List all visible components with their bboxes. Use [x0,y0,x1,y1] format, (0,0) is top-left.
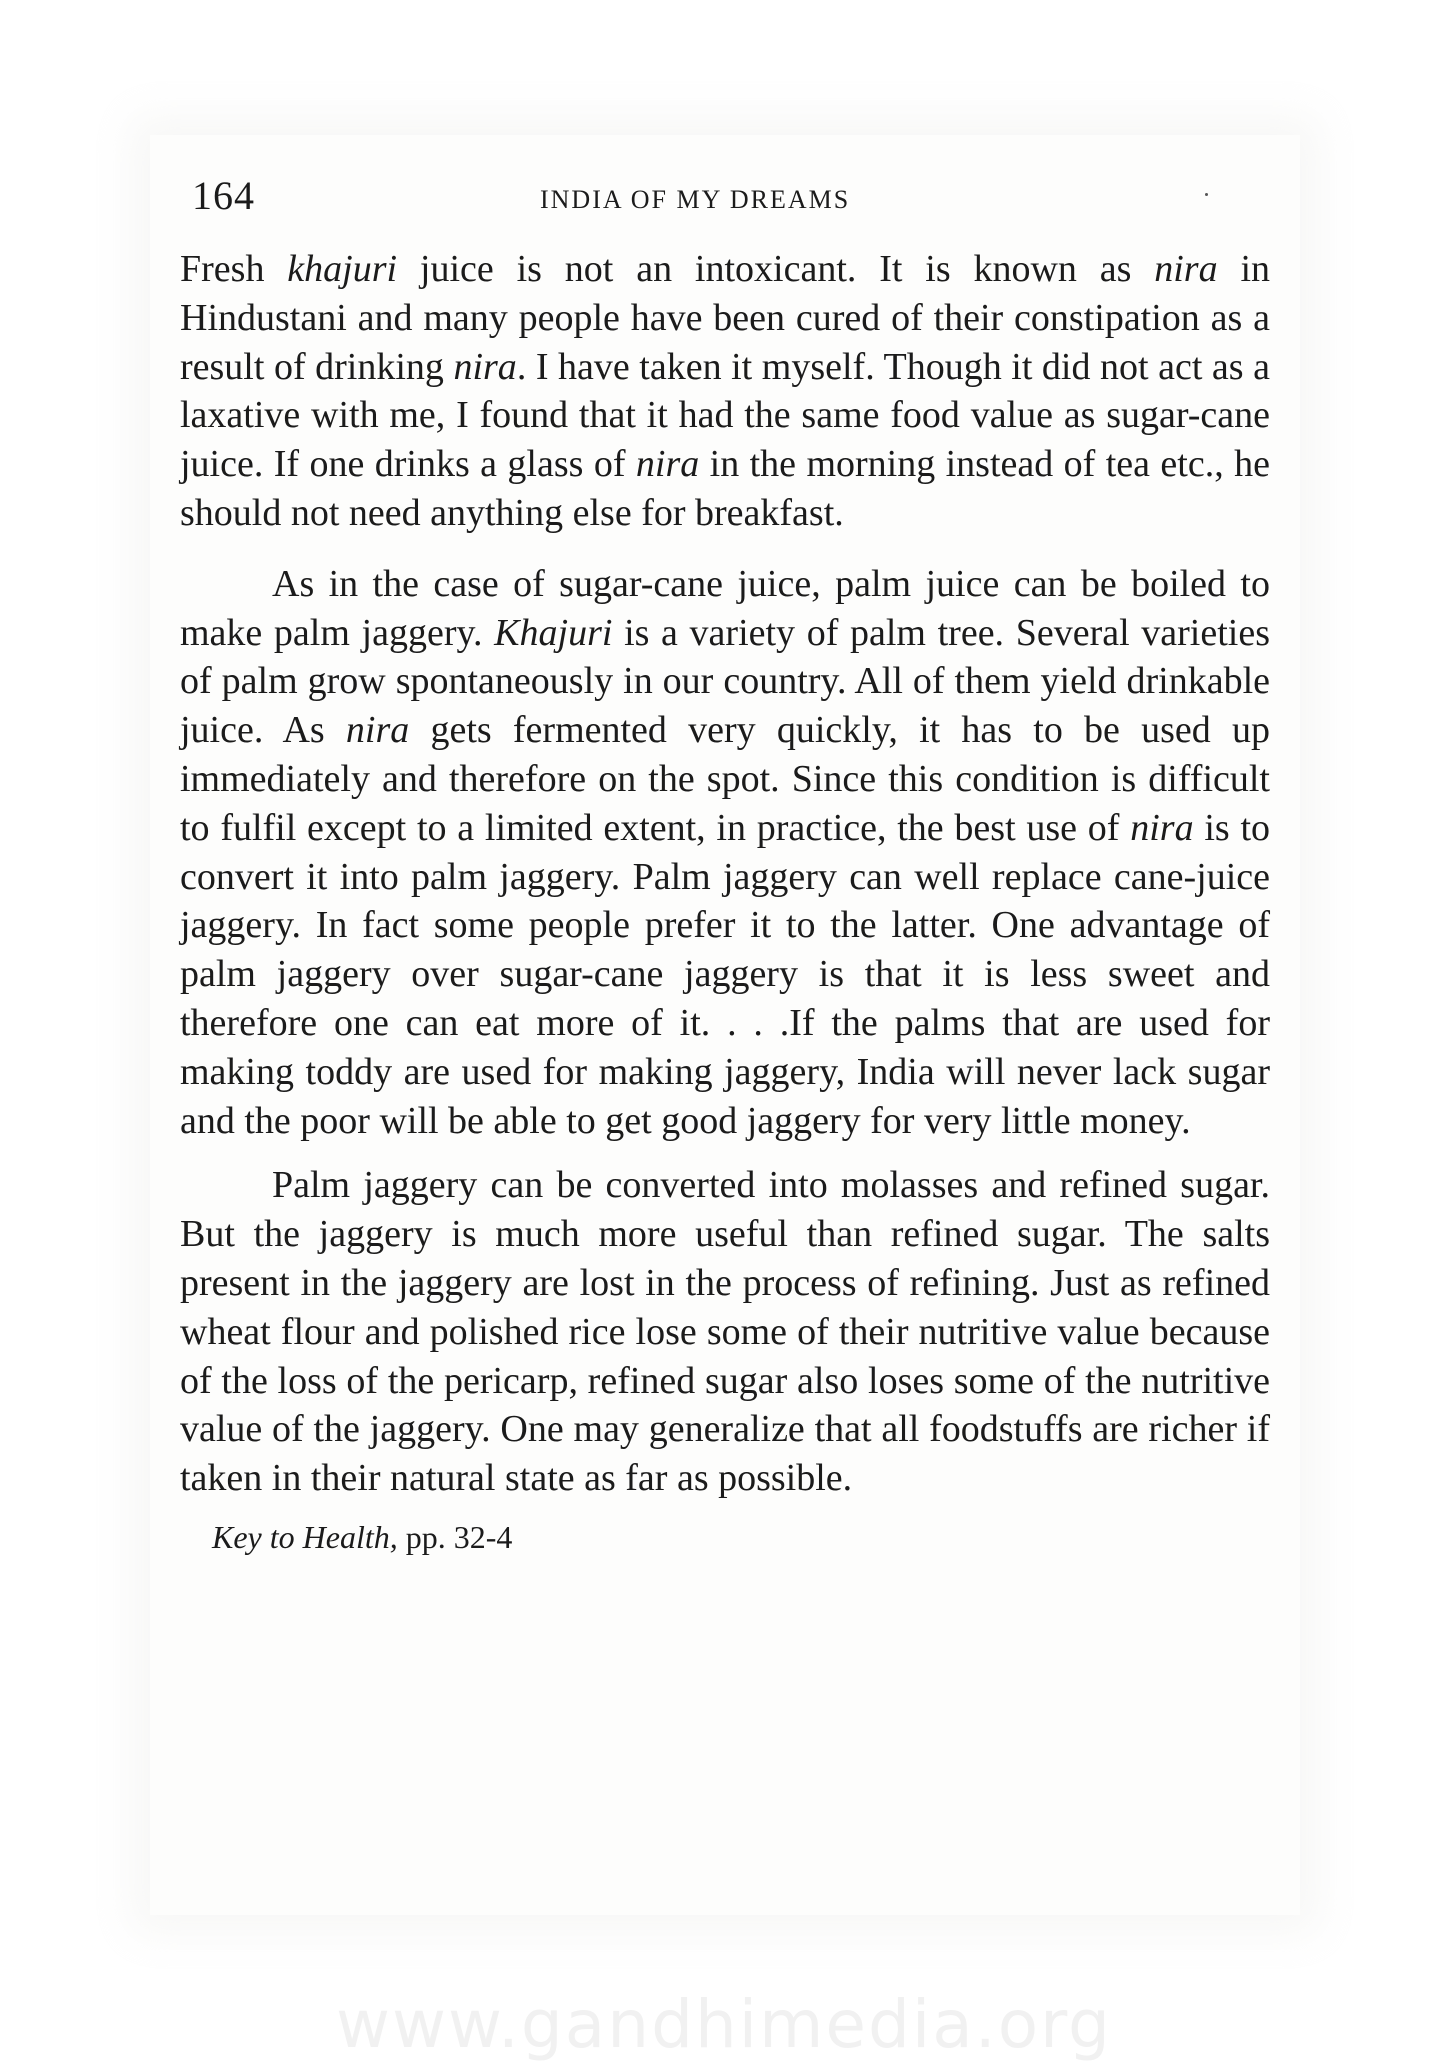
italic-term: nira [345,709,410,752]
body-text [180,245,1270,1559]
paragraph-2 [180,560,1270,1146]
citation-source: Key to Health, [212,1518,398,1555]
paragraph-1 [180,245,1270,538]
text-run: is to convert it into palm jaggery. Palm jaggery can well replace cane-juice jaggery. In fact some people prefer it to the latter. One advantage of palm jaggery over sugar-cane jaggery is that it is less sweet and therefore one can eat more of it. . . .If the palms that are used for making toddy are used for making jaggery, India will never lack sugar and the poor will be able to get good jaggery for very little money. [180,806,1270,1142]
italic-term: khajuri [287,248,398,290]
running-title: INDIA OF MY DREAMS [540,185,851,214]
text-run: in Hindustani and many people have been cured of their constipation as a result of drinking [180,248,1271,388]
text-run: Fresh [180,248,288,290]
text-run: As in the case of sugar-cane juice, palm juice can be boiled to make palm jaggery. [180,562,1270,654]
text-run: is a variety of palm tree. Several varieties of palm grow spontaneously in our country. All of them yield drinkable juice. As [180,611,1270,752]
page-number: 164 [192,173,255,218]
watermark: www.gandhimedia.org [336,1986,1112,2063]
text-run: in the morning instead of tea etc., he should not need anything else for breakfast. [180,443,1270,534]
italic-term: nira [635,443,700,486]
italic-term: nira [1154,248,1218,290]
italic-term: Khajuri [494,611,613,654]
scan-speck [1205,193,1208,196]
source-citation [212,1515,1270,1559]
text-run: Palm jaggery can be converted into molasses and refined sugar. But the jaggery is much more useful than refined sugar. The salts present in the jaggery are lost in the process of refining. Just as refined wheat flour and polished rice lose some of their nutritive value because of the loss of the pericarp, refined sugar also loses some of the nutritive value of the jaggery. One may generalize that all foodstuffs are richer if taken in their natural state as far as possible. [180,1164,1270,1500]
running-head [192,172,1264,224]
citation-pages: pp. 32-4 [397,1518,513,1555]
text-run: . I have taken it myself. Though it did not act as a laxative with me, I found that it had the same food value as sugar-cane juice. If one drinks a glass of [180,345,1270,486]
text-run: juice is not an intoxicant. It is known as [397,248,1155,290]
paragraph-3 [180,1161,1270,1503]
text-run: gets fermented very quickly, it has to be used up immediately and therefore on the spot. Since this condition is difficult to fulfil except to a limited extent, in practice, the best use of [180,709,1270,849]
italic-term: nira [1130,806,1194,849]
italic-term: nira [453,345,517,388]
